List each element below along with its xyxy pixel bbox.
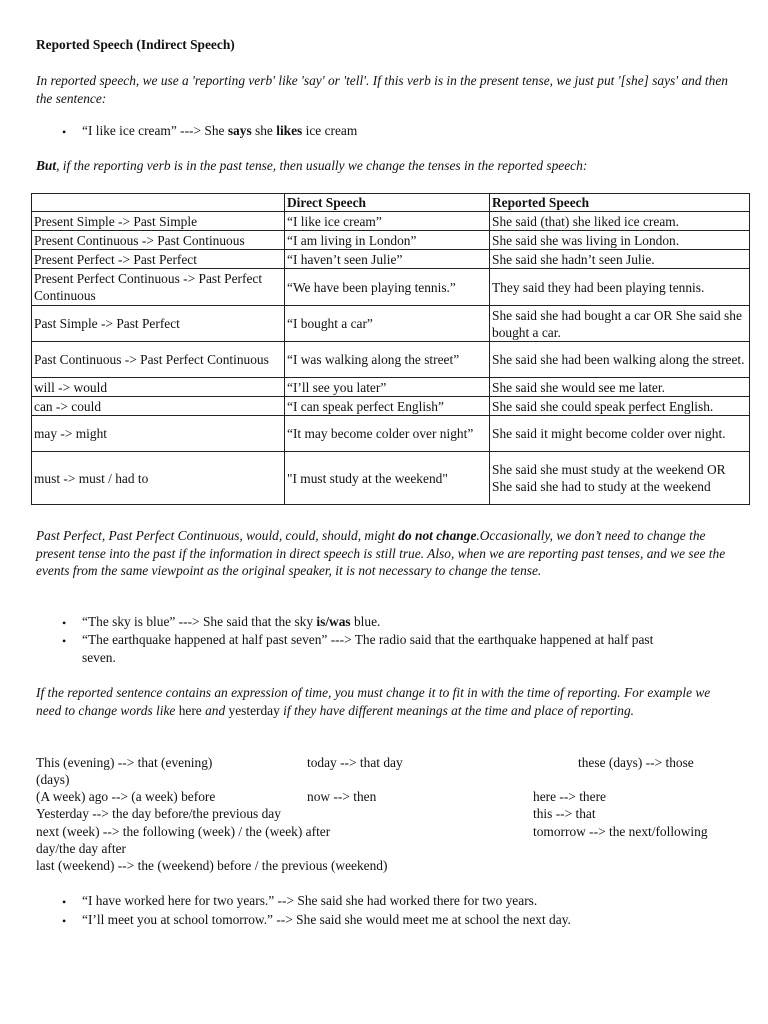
table-row [32,452,750,505]
table-cell: She said she had bought a car OR She said she bought a car. [490,306,750,342]
intro-paragraph: In reported speech, we use a 'reporting verb' like 'say' or 'tell'. If this verb is in the present tense, we just put '[she] says' and then the sentence: [36,73,728,106]
time-word-pair: (days) [36,772,70,787]
time-text: if they have different meanings at the time and place of reporting. [279,702,634,718]
table-cell: She said she would see me later. [490,378,750,397]
example-says-likes [82,123,357,139]
time-word: here [178,702,202,718]
table-cell: Past Continuous -> Past Perfect Continuous [32,342,285,378]
bullet-icon: • [62,616,67,630]
table-cell: They said they had been playing tennis. [490,269,750,306]
table-header-row [32,194,750,212]
example-bold: likes [276,123,303,138]
table-row [32,342,750,378]
but-bold: But [36,158,57,173]
table-cell: She said she could speak perfect English. [490,397,750,416]
table-cell: Present Perfect Continuous -> Past Perfect Continuous [32,269,285,306]
time-word-pair: (A week) ago --> (a week) before [36,789,216,804]
time-word-pair: these (days) --> those [578,755,694,770]
table-cell: She said she must study at the weekend OR She said she had to study at the weekend [490,452,750,505]
time-word-pair: this --> that [533,806,596,821]
table-cell: She said it might become colder over night. [490,416,750,452]
time-word-pair: tomorrow --> the next/following [533,824,708,839]
example-text: ice cream [302,123,358,138]
table-cell: She said (that) she liked ice cream. [490,212,750,231]
final-example: “I have worked here for two years.” --> She said she had worked there for two years. [82,893,538,908]
table-header-cell: Direct Speech [285,194,490,212]
table-cell: “I was walking along the street” [285,342,490,378]
table-row [32,231,750,250]
table-header-cell: Reported Speech [490,194,750,212]
table-cell: “I haven’t seen Julie” [285,250,490,269]
table-cell: “I bought a car” [285,306,490,342]
but-paragraph [36,158,587,174]
no-change-paragraph [36,527,736,580]
earthquake-example-cont: seven. [82,650,116,665]
table-cell: She said she hadn’t seen Julie. [490,250,750,269]
table-cell: She said she had been walking along the street. [490,342,750,378]
table-cell: may -> might [32,416,285,452]
time-word-pair: today --> that day [307,755,403,770]
bullet-icon: • [62,125,67,139]
bullet-icon: • [62,634,67,648]
example-bold: is/was [316,614,351,629]
table-cell: Past Simple -> Past Perfect [32,306,285,342]
table-row [32,212,750,231]
table-cell: "I must study at the weekend" [285,452,490,505]
but-text: , if the reporting verb is in the past tense, then usually we change the tenses in the reported speech: [56,158,588,173]
table-cell: Present Continuous -> Past Continuous [32,231,285,250]
table-cell: Present Simple -> Past Simple [32,212,285,231]
time-word-pair: Yesterday --> the day before/the previous day [36,806,281,821]
final-example: “I’ll meet you at school tomorrow.” --> She said she would meet me at school the next day. [82,912,571,927]
example-bold: says [227,123,252,138]
table-row [32,378,750,397]
table-cell: Present Perfect -> Past Perfect [32,250,285,269]
time-word-pair: next (week) --> the following (week) / the (week) after [36,824,331,839]
time-word-pair: This (evening) --> that (evening) [36,755,213,770]
example-text: she [251,123,277,138]
table-cell: “I’ll see you later” [285,378,490,397]
table-row [32,250,750,269]
earthquake-example: “The earthquake happened at half past seven” ---> The radio said that the earthquake happened at half past [82,632,654,647]
table-row [32,397,750,416]
time-paragraph [36,684,736,719]
time-word-pair: here --> there [533,789,606,804]
table-cell: “I can speak perfect English” [285,397,490,416]
note-bold: do not change [398,528,477,543]
time-text: If the reported sentence contains an expression of time, you must change it to fit in with the time of reporting. For example we need to change words like [36,685,711,718]
time-word: yesterday [228,702,280,718]
table-cell: “We have been playing tennis.” [285,269,490,306]
note-text: .Occasionally, we don’t need to change the present tense into the past if the information in direct speech is still true. Also, when we are reporting past tenses, and we see the events from the same viewpoint as the original speaker, it is not necessary to change the tense. [36,528,726,578]
table-cell: will -> would [32,378,285,397]
table-cell: can -> could [32,397,285,416]
bullet-icon: • [62,914,67,928]
time-word-pair: now --> then [307,789,377,804]
example-text: “I like ice cream” ---> She [82,123,228,138]
table-row [32,306,750,342]
table-row [32,269,750,306]
table-cell: “I like ice cream” [285,212,490,231]
time-word-pair: day/the day after [36,841,126,856]
example-text: blue. [350,614,381,629]
tense-table [31,193,750,505]
bullet-icon: • [62,895,67,909]
table-cell: She said she was living in London. [490,231,750,250]
time-text: and [201,702,229,718]
time-word-pair: last (weekend) --> the (weekend) before / the previous (weekend) [36,858,388,873]
example-text: “The sky is blue” ---> She said that the sky [82,614,317,629]
table-row [32,416,750,452]
table-cell: “It may become colder over night” [285,416,490,452]
page-title: Reported Speech (Indirect Speech) [36,37,235,52]
table-header-cell [32,194,285,212]
table-cell: “I am living in London” [285,231,490,250]
table-cell: must -> must / had to [32,452,285,505]
sky-example [82,614,380,630]
note-text: Past Perfect, Past Perfect Continuous, would, could, should, might [36,528,399,543]
